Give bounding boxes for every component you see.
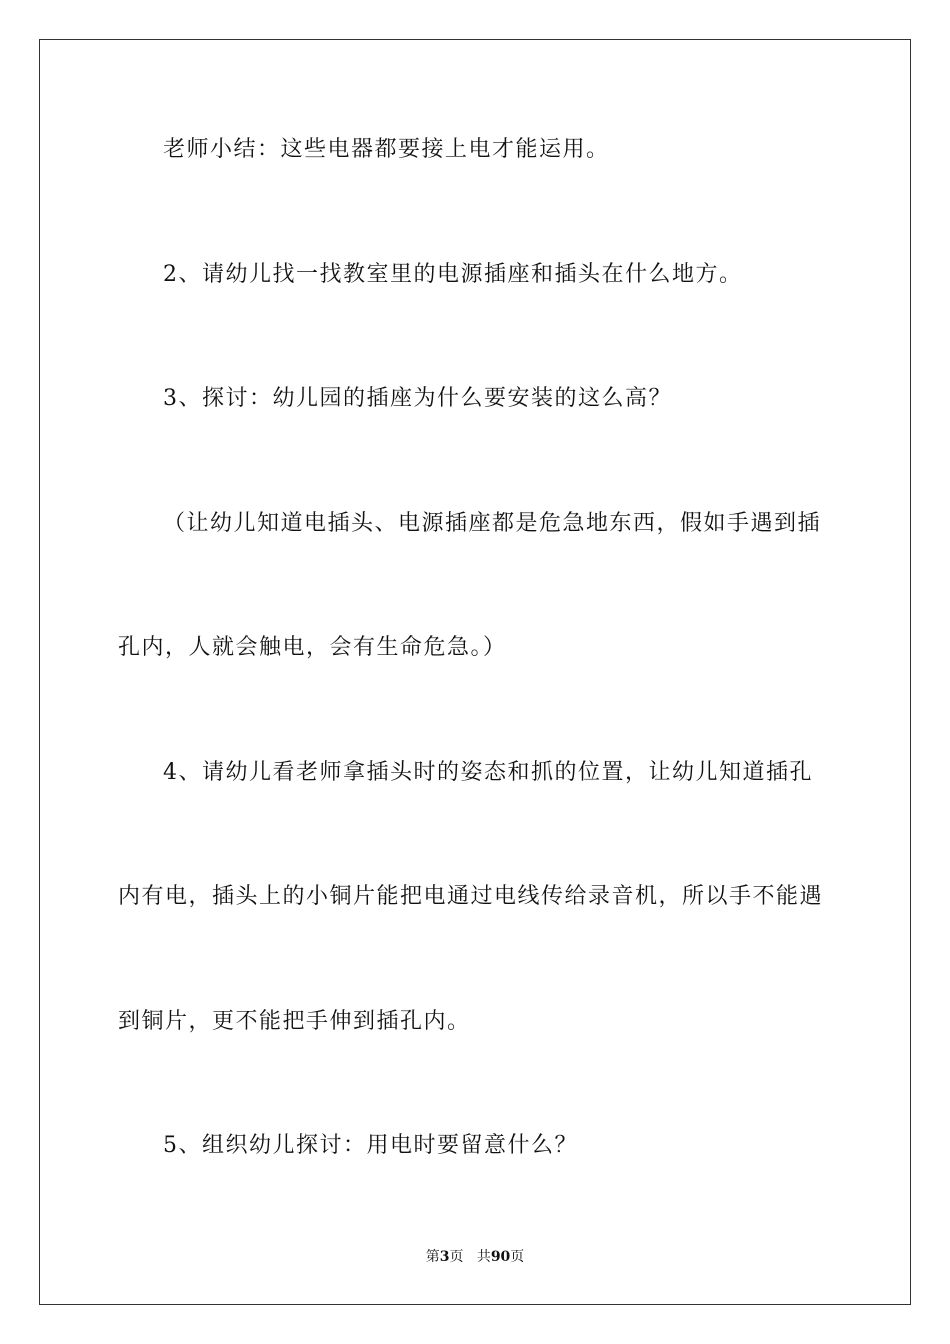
paragraph-line: 内有电，插头上的小铜片能把电通过电线传给录音机，所以手不能遇 <box>118 884 824 909</box>
paragraph-line: 5、组织幼儿探讨：用电时要留意什么？ <box>163 1133 578 1158</box>
paragraph-line: 到铜片，更不能把手伸到插孔内。 <box>118 1009 471 1034</box>
page-border <box>39 39 911 1305</box>
paragraph-line: 孔内，人就会触电，会有生命危急。） <box>118 635 507 660</box>
page-footer <box>0 1247 950 1267</box>
footer-total-pages: 90 <box>490 1249 511 1265</box>
footer-page-suffix: 页 <box>449 1249 464 1265</box>
footer-page-number: 3 <box>439 1249 450 1265</box>
paragraph-line: 老师小结：这些电器都要接上电才能运用。 <box>163 137 610 162</box>
paragraph-line: （让幼儿知道电插头、电源插座都是危急地东西，假如手遇到插 <box>163 511 822 536</box>
footer-prefix: 第 <box>425 1249 440 1265</box>
paragraph-line: 2、请幼儿找一找教室里的电源插座和插头在什么地方。 <box>163 262 743 287</box>
paragraph-line: 3、探讨：幼儿园的插座为什么要安装的这么高？ <box>163 386 672 411</box>
footer-total-suffix: 页 <box>510 1249 525 1265</box>
footer-total-prefix: 共 <box>476 1249 491 1265</box>
paragraph-line: 4、请幼儿看老师拿插头时的姿态和抓的位置，让幼儿知道插孔 <box>163 760 813 785</box>
